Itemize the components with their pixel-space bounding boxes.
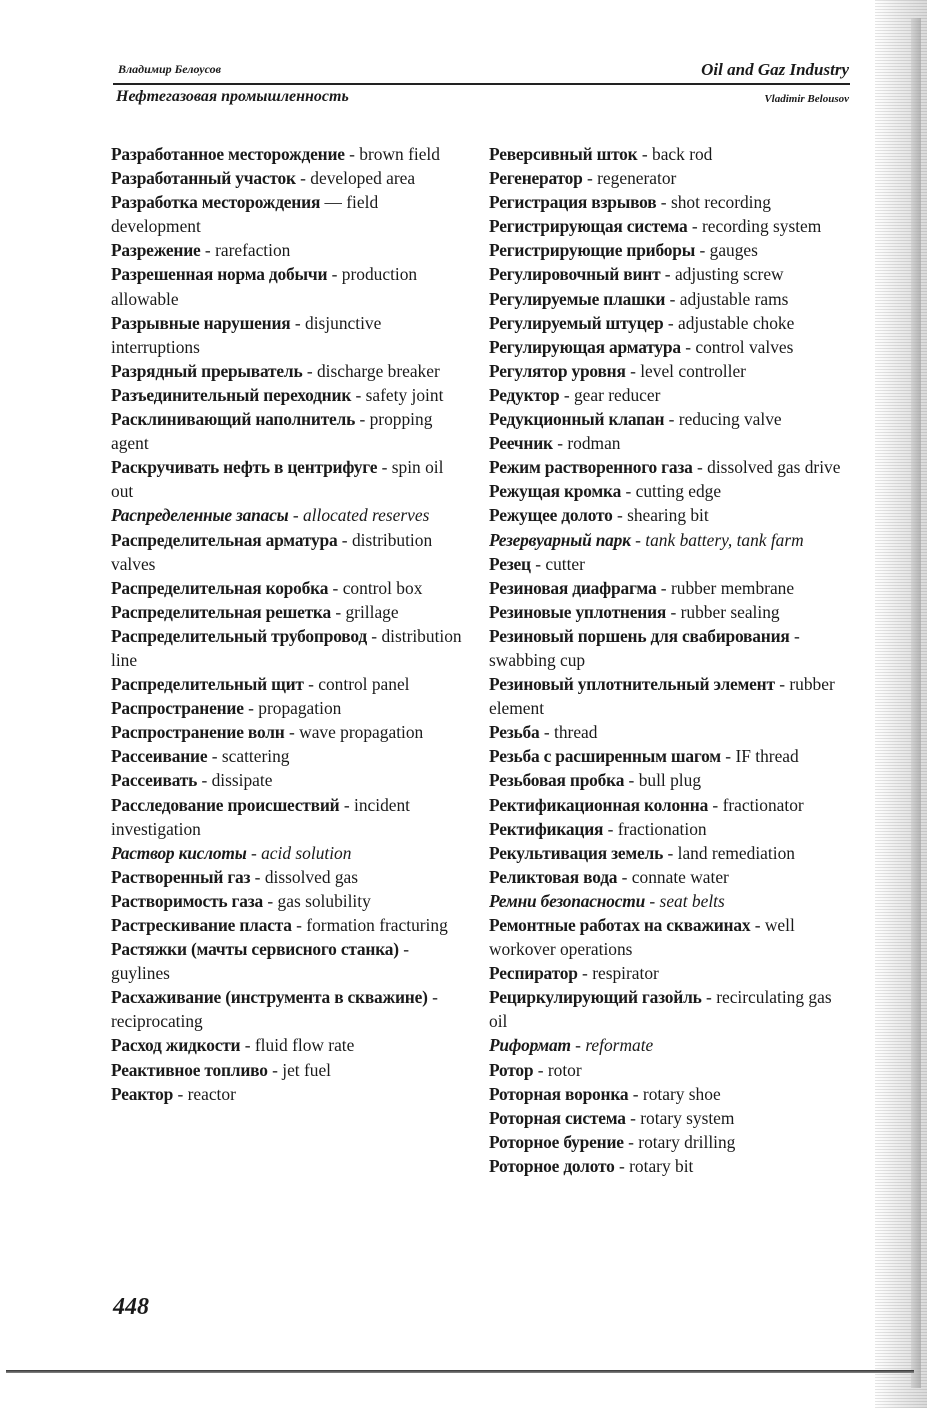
- glossary-entry: [489, 985, 847, 1033]
- entry-term: Ремонтные работах на скважинах: [489, 915, 751, 935]
- glossary-entry: [111, 793, 467, 841]
- entry-term: Регистрирующая система: [489, 216, 688, 237]
- page-number: 448: [113, 1294, 149, 1320]
- glossary-entry: [489, 528, 847, 552]
- entry-separator: -: [366, 625, 382, 646]
- entry-separator: -: [398, 939, 409, 960]
- entry-term: Резьба: [489, 722, 540, 743]
- entry-translation: rotor: [547, 1059, 582, 1080]
- glossary-entry: [489, 865, 847, 889]
- glossary-entry: [489, 744, 847, 768]
- entry-translation: tank battery, tank farm: [645, 529, 804, 550]
- entry-term: Резервуарный парк: [489, 529, 631, 550]
- glossary-entry: [111, 985, 467, 1033]
- glossary-entry: [111, 937, 467, 985]
- entry-term: Расход жидкости: [111, 1035, 241, 1056]
- entry-translation: dissolved gas drive: [707, 457, 841, 478]
- entry-translation: adjustable choke: [677, 312, 795, 333]
- entry-translation: rodman: [567, 433, 621, 454]
- entry-separator: -: [625, 360, 641, 381]
- entry-translation: reducing valve: [678, 409, 782, 430]
- entry-separator: -: [623, 1131, 639, 1152]
- entry-term: Распределительный щит: [111, 674, 304, 695]
- entry-term: Рассеивание: [111, 746, 208, 767]
- entry-separator: -: [240, 1035, 255, 1056]
- glossary-entry: [489, 1082, 847, 1106]
- entry-term: Реактор: [111, 1083, 174, 1104]
- scan-binding-edge: [875, 0, 927, 1408]
- entry-translation: grillage: [345, 601, 399, 622]
- glossary-entry: [489, 479, 847, 503]
- entry-separator: -: [789, 625, 800, 646]
- glossary-entry: [111, 503, 467, 527]
- entry-translation: wave propagation: [299, 722, 424, 743]
- entry-term: Регулирующая арматура: [489, 336, 681, 357]
- glossary-entry: [111, 383, 467, 407]
- entry-term: Растрескивание пласта: [111, 915, 292, 935]
- entry-separator: -: [263, 890, 278, 911]
- entry-term: Роторное бурение: [489, 1131, 624, 1152]
- glossary-entry: [489, 768, 847, 792]
- glossary-entry: [489, 503, 847, 527]
- glossary-entry: [111, 262, 467, 310]
- header-author: Владимир Белоусов: [118, 62, 221, 76]
- glossary-entry: [489, 311, 847, 335]
- entry-term: Регулируемые плашки: [489, 288, 666, 309]
- entry-term: Распределительная арматура: [111, 529, 338, 550]
- header-title-ru: Нефтегазовая промышленность: [116, 88, 349, 105]
- entry-term: Распределенные запасы: [111, 505, 289, 526]
- entry-separator: -: [656, 192, 671, 213]
- entry-term: Резьбовая пробка: [489, 770, 625, 791]
- glossary-entry: [489, 1130, 847, 1154]
- entry-separator: -: [720, 746, 736, 767]
- entry-separator: —: [320, 192, 347, 213]
- entry-translation: field development: [111, 192, 379, 237]
- entry-translation: rarefaction: [215, 240, 291, 261]
- entry-translation: formation fracturing: [306, 915, 448, 935]
- entry-separator: -: [533, 1059, 548, 1080]
- entry-translation: thread: [554, 722, 598, 743]
- glossary-entry: [111, 865, 467, 889]
- entry-term: Распределительный трубопровод: [111, 625, 367, 646]
- entry-translation: seat belts: [659, 890, 725, 911]
- entry-separator: -: [243, 698, 259, 719]
- header-rule: [113, 83, 850, 85]
- entry-separator: -: [284, 722, 300, 743]
- glossary-entry: [489, 1106, 847, 1130]
- entry-term: Режим растворенного газа: [489, 457, 693, 478]
- entry-separator: -: [628, 1083, 643, 1104]
- entry-separator: -: [427, 987, 438, 1008]
- entry-term: Ректификационная колонна: [489, 794, 709, 815]
- glossary-entry: [489, 841, 847, 865]
- glossary-entry: [489, 1154, 847, 1178]
- entry-term: Роторная система: [489, 1107, 626, 1128]
- entry-translation: control valves: [695, 336, 794, 357]
- entry-translation: level controller: [640, 360, 746, 381]
- entry-separator: -: [660, 264, 675, 285]
- entry-separator: -: [559, 384, 574, 405]
- glossary-entry: [111, 624, 467, 672]
- entry-term: Разъединительный переходник: [111, 384, 352, 405]
- entry-translation: distribution line: [111, 625, 462, 670]
- glossary-entry: [111, 576, 467, 600]
- entry-term: Разработанное месторождение: [111, 144, 345, 164]
- entry-term: Растворенный газ: [111, 866, 251, 887]
- glossary-entry: [489, 287, 847, 311]
- entry-term: Растворимость газа: [111, 890, 264, 911]
- entry-translation: production allowable: [111, 264, 418, 309]
- entry-translation: safety joint: [365, 384, 444, 405]
- entry-translation: rotary drilling: [638, 1131, 736, 1152]
- entry-translation: propping agent: [111, 409, 433, 454]
- glossary-entry: [489, 407, 847, 431]
- entry-translation: spin oil out: [111, 457, 444, 502]
- entry-translation: back rod: [652, 144, 713, 164]
- entry-term: Расследование происшествий: [111, 794, 340, 815]
- entry-separator: -: [603, 818, 618, 839]
- entry-separator: -: [645, 890, 660, 911]
- glossary-entry: [111, 913, 467, 937]
- entry-term: Распространение волн: [111, 722, 285, 743]
- glossary-column-left: [111, 142, 467, 1106]
- glossary-entry: [111, 455, 467, 503]
- entry-separator: -: [552, 433, 568, 454]
- glossary-entry: [489, 1058, 847, 1082]
- glossary-entry: [489, 793, 847, 817]
- entry-translation: land remediation: [677, 842, 795, 863]
- glossary-entry: [489, 889, 847, 913]
- entry-translation: adjusting screw: [674, 264, 784, 285]
- entry-term: Раскручивать нефть в центрифуге: [111, 457, 378, 478]
- entry-term: Распространение: [111, 698, 244, 719]
- entry-term: Резец: [489, 553, 531, 574]
- entry-term: Разрывные нарушения: [111, 312, 291, 333]
- entry-separator: -: [621, 481, 636, 502]
- header-title-en: Oil and Gaz Industry: [701, 60, 849, 79]
- entry-separator: -: [351, 384, 366, 405]
- glossary-entry: [489, 214, 847, 238]
- glossary-entry: [489, 624, 847, 672]
- entry-translation: regenerator: [597, 168, 677, 189]
- entry-translation: reactor: [187, 1083, 236, 1104]
- entry-term: Режущая кромка: [489, 481, 622, 502]
- entry-term: Ротор: [489, 1059, 534, 1080]
- entry-separator: -: [290, 312, 306, 333]
- glossary-entry: [489, 166, 847, 190]
- entry-separator: -: [302, 360, 317, 381]
- entry-term: Рециркулирующий газойль: [489, 987, 702, 1008]
- glossary-entry: [111, 768, 467, 792]
- entry-separator: -: [692, 457, 708, 478]
- entry-term: Режущее долото: [489, 505, 613, 526]
- entry-separator: -: [624, 770, 639, 791]
- glossary-entry: [489, 600, 847, 624]
- glossary-entry: [111, 528, 467, 576]
- glossary-entry: [111, 1033, 467, 1057]
- entry-translation: distribution valves: [111, 529, 433, 574]
- entry-translation: recording system: [702, 216, 822, 237]
- entry-term: Регулировочный винт: [489, 264, 661, 285]
- glossary-entry: [111, 744, 467, 768]
- glossary-entry: [489, 552, 847, 576]
- entry-separator: -: [577, 963, 593, 984]
- entry-translation: rubber membrane: [670, 577, 795, 598]
- entry-translation: IF thread: [735, 746, 799, 767]
- entry-term: Регистрация взрывов: [489, 192, 657, 213]
- entry-translation: fractionator: [722, 794, 804, 815]
- entry-separator: -: [197, 770, 212, 791]
- glossary-entry: [111, 1058, 467, 1082]
- entry-separator: -: [207, 746, 222, 767]
- glossary-entry: [489, 672, 847, 720]
- entry-separator: -: [680, 336, 696, 357]
- entry-separator: -: [664, 409, 679, 430]
- entry-translation: reformate: [585, 1035, 654, 1056]
- entry-translation: shot recording: [670, 192, 771, 213]
- entry-translation: jet fuel: [282, 1059, 332, 1080]
- entry-term: Распределительная решетка: [111, 601, 331, 622]
- entry-separator: -: [288, 505, 303, 526]
- entry-translation: propagation: [258, 698, 342, 719]
- glossary-column-right: [489, 142, 847, 1178]
- entry-term: Реечник: [489, 433, 553, 454]
- entry-separator: -: [665, 288, 680, 309]
- entry-translation: recirculating gas oil: [489, 987, 832, 1032]
- entry-term: Расхаживание (инструмента в скважине): [111, 987, 428, 1008]
- entry-translation: gauges: [709, 240, 758, 261]
- entry-translation: developed area: [310, 168, 416, 189]
- entry-translation: adjustable rams: [679, 288, 789, 309]
- glossary-entry: [111, 238, 467, 262]
- glossary-entry: [489, 359, 847, 383]
- entry-separator: -: [617, 866, 632, 887]
- entry-separator: -: [701, 987, 717, 1008]
- entry-translation: respirator: [592, 963, 659, 984]
- entry-separator: -: [328, 577, 343, 598]
- entry-translation: cutting edge: [635, 481, 722, 502]
- entry-translation: shearing bit: [627, 505, 709, 526]
- entry-separator: -: [246, 842, 262, 863]
- glossary-entry: [111, 407, 467, 455]
- entry-term: Рекультивация земель: [489, 842, 664, 863]
- entry-term: Разработанный участок: [111, 168, 296, 189]
- entry-translation: discharge breaker: [316, 360, 440, 381]
- entry-translation: acid solution: [261, 842, 352, 863]
- footer-rule: [6, 1370, 914, 1373]
- entry-term: Резьба с расширенным шагом: [489, 746, 721, 767]
- glossary-entry: [111, 600, 467, 624]
- entry-translation: swabbing cup: [489, 649, 586, 670]
- glossary-entry: [489, 335, 847, 359]
- entry-term: Ректификация: [489, 818, 604, 839]
- entry-separator: -: [663, 842, 678, 863]
- entry-translation: incident investigation: [111, 794, 411, 839]
- entry-separator: -: [530, 553, 546, 574]
- glossary-entry: [489, 817, 847, 841]
- entry-term: Риформат: [489, 1035, 571, 1056]
- entry-separator: -: [612, 505, 628, 526]
- entry-translation: well workover operations: [489, 915, 795, 960]
- glossary-entry: [489, 262, 847, 286]
- entry-separator: -: [625, 1107, 641, 1128]
- entry-term: Растяжки (мачты сервисного станка): [111, 939, 399, 960]
- glossary-entry: [489, 431, 847, 455]
- entry-translation: dissolved gas: [264, 866, 359, 887]
- entry-term: Редуктор: [489, 384, 560, 405]
- entry-separator: -: [295, 168, 311, 189]
- entry-translation: disjunctive interruptions: [111, 312, 382, 357]
- entry-translation: rubber sealing: [680, 601, 780, 622]
- entry-separator: -: [582, 168, 598, 189]
- entry-translation: rubber element: [489, 674, 835, 719]
- entry-translation: gear reducer: [573, 384, 661, 405]
- entry-term: Роторное долото: [489, 1155, 615, 1176]
- glossary-entry: [111, 1082, 467, 1106]
- entry-separator: -: [663, 312, 678, 333]
- entry-separator: -: [337, 529, 352, 550]
- entry-term: Распределительная коробка: [111, 577, 329, 598]
- entry-separator: -: [250, 866, 265, 887]
- entry-translation: rotary bit: [629, 1155, 694, 1176]
- entry-separator: -: [695, 240, 710, 261]
- entry-separator: -: [614, 1155, 630, 1176]
- entry-term: Роторная воронка: [489, 1083, 629, 1104]
- entry-term: Регенератор: [489, 168, 583, 189]
- glossary-entry: [489, 455, 847, 479]
- entry-term: Редукционный клапан: [489, 409, 665, 430]
- entry-translation: bull plug: [638, 770, 702, 791]
- entry-separator: -: [570, 1035, 586, 1056]
- entry-translation: cutter: [545, 553, 585, 574]
- entry-translation: control panel: [318, 674, 410, 695]
- entry-separator: -: [303, 674, 319, 695]
- entry-translation: allocated reserves: [302, 505, 430, 526]
- glossary-entry: [489, 383, 847, 407]
- glossary-entry: [111, 841, 467, 865]
- entry-translation: rotary shoe: [642, 1083, 721, 1104]
- glossary-entry: [111, 142, 467, 166]
- glossary-entry: [111, 889, 467, 913]
- glossary-entry: [489, 142, 847, 166]
- entry-separator: -: [666, 601, 681, 622]
- entry-term: Резиновые уплотнения: [489, 601, 667, 622]
- entry-term: Реверсивный шток: [489, 144, 638, 164]
- entry-translation: rotary system: [640, 1107, 735, 1128]
- glossary-entry: [489, 720, 847, 744]
- glossary-entry: [111, 311, 467, 359]
- entry-separator: -: [173, 1083, 188, 1104]
- entry-term: Разрядный прерыватель: [111, 360, 303, 381]
- entry-separator: -: [750, 915, 765, 935]
- entry-term: Реактивное топливо: [111, 1059, 268, 1080]
- entry-separator: -: [377, 457, 392, 478]
- entry-term: Резиновая диафрагма: [489, 577, 657, 598]
- entry-term: Ремни безопасности: [489, 890, 646, 911]
- entry-term: Раствор кислоты: [111, 842, 247, 863]
- glossary-entry: [111, 720, 467, 744]
- entry-translation: guylines: [111, 963, 170, 984]
- entry-term: Регистрирующие приборы: [489, 240, 696, 261]
- entry-translation: gas solubility: [277, 890, 371, 911]
- entry-translation: scattering: [221, 746, 290, 767]
- header-author-en: Vladimir Belousov: [764, 93, 849, 105]
- entry-translation: reciprocating: [111, 1011, 203, 1032]
- entry-separator: -: [656, 577, 671, 598]
- glossary-entry: [489, 913, 847, 961]
- glossary-entry: [489, 1033, 847, 1057]
- entry-term: Расклинивающий наполнитель: [111, 409, 356, 430]
- entry-separator: -: [200, 240, 216, 261]
- entry-term: Рассеивать: [111, 770, 198, 791]
- entry-term: Резиновый поршень для свабирования: [489, 625, 790, 646]
- glossary-entry: [489, 238, 847, 262]
- entry-translation: fluid flow rate: [254, 1035, 355, 1056]
- entry-separator: -: [630, 529, 646, 550]
- glossary-entry: [111, 696, 467, 720]
- entry-translation: connate water: [631, 866, 729, 887]
- glossary-entry: [111, 190, 467, 238]
- entry-term: Резиновый уплотнительный элемент: [489, 674, 775, 695]
- entry-translation: brown field: [359, 144, 440, 164]
- glossary-entry: [489, 961, 847, 985]
- entry-separator: -: [339, 794, 354, 815]
- entry-separator: -: [637, 144, 653, 164]
- entry-translation: dissipate: [211, 770, 273, 791]
- glossary-entry: [489, 576, 847, 600]
- entry-separator: -: [774, 674, 790, 695]
- entry-term: Реликтовая вода: [489, 866, 618, 887]
- entry-separator: -: [687, 216, 702, 237]
- entry-term: Регулируемый штуцер: [489, 312, 664, 333]
- entry-separator: -: [291, 915, 307, 935]
- glossary-entry: [111, 359, 467, 383]
- entry-term: Респиратор: [489, 963, 578, 984]
- entry-term: Регулятор уровня: [489, 360, 626, 381]
- entry-term: Разработка месторождения: [111, 192, 321, 213]
- entry-separator: -: [267, 1059, 283, 1080]
- glossary-entry: [111, 166, 467, 190]
- entry-separator: -: [344, 144, 360, 164]
- entry-separator: -: [330, 601, 346, 622]
- entry-term: Разрежение: [111, 240, 201, 261]
- entry-term: Разрешенная норма добычи: [111, 264, 328, 285]
- entry-translation: fractionation: [617, 818, 707, 839]
- entry-translation: control box: [342, 577, 423, 598]
- entry-separator: -: [327, 264, 342, 285]
- entry-separator: -: [355, 409, 370, 430]
- entry-separator: -: [708, 794, 723, 815]
- glossary-entry: [111, 672, 467, 696]
- entry-separator: -: [539, 722, 554, 743]
- glossary-entry: [489, 190, 847, 214]
